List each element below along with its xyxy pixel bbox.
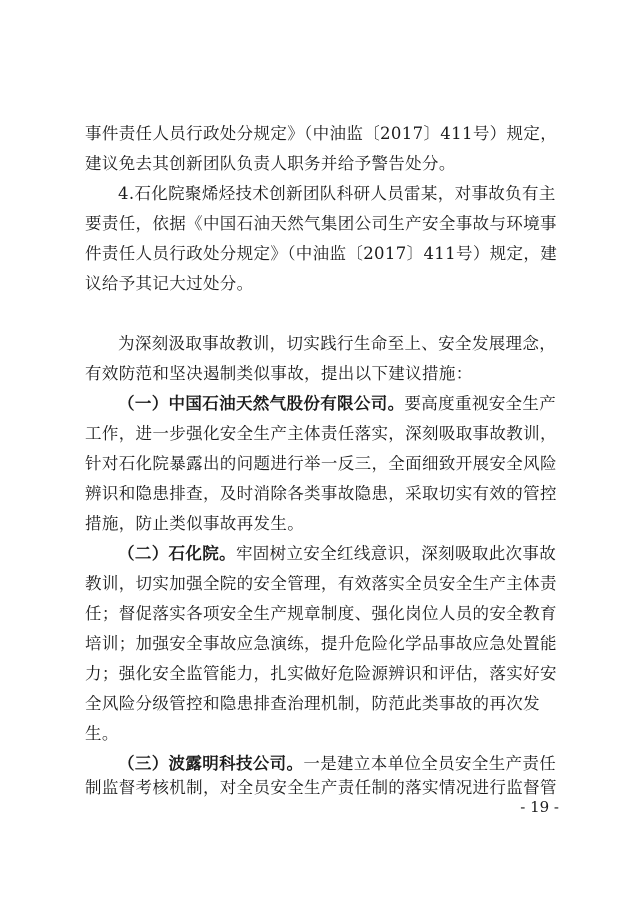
body-line: 生。 bbox=[85, 724, 119, 743]
subsection-lead: （一）中国石油天然气股份有限公司。 bbox=[118, 394, 405, 413]
body-line: 事件责任人员行政处分规定》（中油监〔2017〕411号）规定， bbox=[85, 124, 558, 143]
body-line: 工作，进一步强化安全生产主体责任落实，深刻吸取事故教训， bbox=[85, 424, 557, 443]
body-line bbox=[118, 542, 559, 566]
body-line: 辨识和隐患排查，及时消除各类事故隐患，采取切实有效的管控 bbox=[85, 484, 557, 503]
body-line: 建议免去其创新团队负责人职务并给予警告处分。 bbox=[85, 154, 456, 173]
body-line: 教训，切实加强全院的安全管理，有效落实全员安全生产主体责 bbox=[85, 574, 557, 593]
body-line: 针对石化院暴露出的问题进行举一反三，全面细致开展安全风险 bbox=[85, 454, 557, 473]
body-line: 要责任，依据《中国石油天然气集团公司生产安全事故与环境事 bbox=[85, 214, 557, 233]
body-text: 一是建立本单位全员安全生产责任 bbox=[303, 754, 557, 773]
page-number: - 19 - bbox=[520, 798, 559, 816]
subsection-lead: （二）石化院。 bbox=[118, 544, 236, 563]
body-line: 全风险分级管控和隐患排查治理机制，防范此类事故的再次发 bbox=[85, 694, 540, 713]
body-line: 制监督考核机制，对全员安全生产责任制的落实情况进行监督管 bbox=[85, 778, 557, 797]
body-line: 4.石化院聚烯烃技术创新团队科研人员雷某，对事故负有主 bbox=[118, 184, 556, 203]
body-line: 为深刻汲取事故教训，切实践行生命至上、安全发展理念， bbox=[118, 334, 557, 353]
body-line: 件责任人员行政处分规定》（中油监〔2017〕411号）规定，建 bbox=[85, 244, 558, 263]
body-line: 措施，防止类似事故再发生。 bbox=[85, 514, 305, 533]
body-line: 培训；加强安全事故应急演练，提升危险化学品事故应急处置能 bbox=[85, 634, 557, 653]
body-text: 牢固树立安全红线意识，深刻吸取此次事故 bbox=[235, 544, 557, 563]
subsection-lead: （三）波露明科技公司。 bbox=[118, 754, 304, 773]
body-line bbox=[118, 752, 559, 776]
body-line: 力；强化安全监管能力，扎实做好危险源辨识和评估，落实好安 bbox=[85, 664, 557, 683]
body-text: 要高度重视安全生产 bbox=[404, 394, 557, 413]
body-line bbox=[118, 392, 559, 416]
body-line: 任；督促落实各项安全生产规章制度、强化岗位人员的安全教育 bbox=[85, 604, 557, 623]
body-line: 议给予其记大过处分。 bbox=[85, 274, 254, 293]
body-line: 有效防范和坚决遏制类似事故，提出以下建议措施： bbox=[85, 364, 473, 383]
